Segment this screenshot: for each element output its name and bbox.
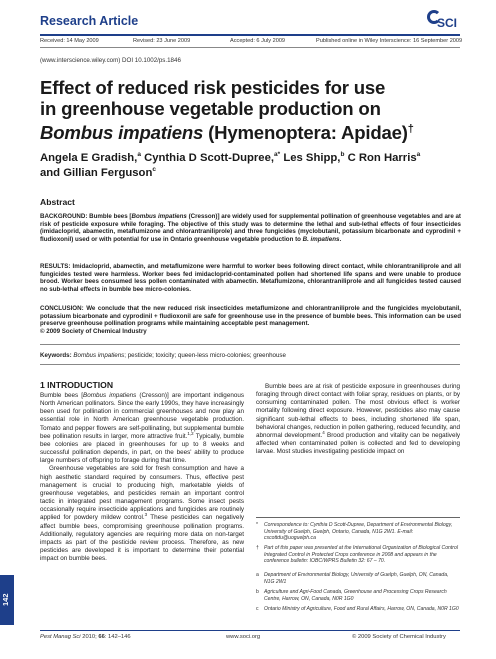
journal-url[interactable]: www.soci.org [226,634,261,640]
page-number: 142 [1,593,10,607]
footnote-rule [256,517,460,518]
received-date: Received: 14 May 2009 [40,38,99,44]
title-footnote-mark: † [407,123,414,135]
abstract-results: RESULTS: Imidacloprid, abamectin, and metaflumizone were harmful to worker bees following direct contact, while chlorantraniliprole and all fungicides tested were harmless. Worker bees fed imidacloprid-contaminated pollen had shortened life spans and were unable to produce brood. Worker bees consumed less pollen contaminated with abamectin. Metaflumizone, chlorantraniliprole and all fungicides tested caused no sub-lethal effects in bumble bee micro-colonies. [40,263,461,293]
title-rest: (Hymenoptera: Apidae) [203,122,408,144]
footnote-correspondence: * Correspondence to: Cynthia D Scott-Dupree, Department of Environmental Biology, University of Guelph, Guelph, Ontario, Canada, N1G 2W1. E-mail: cscottdu@uoguelph.ca [256,522,453,541]
abstract-heading: Abstract [40,197,75,207]
author: and Gillian Ferguson$^c$ [40,165,156,179]
paragraph: Greenhouse vegetables are sold for fresh consumption and have a high aesthetic standard required by consumers. Thus, effective pest management is crucial to producing high, marketable yields of greenhouse vegetables, and pesticides remain an important control tactic in integrated pest management programs. Some insect pests occasionally require insecticide applications and fungicides are routinely applied for powdery mildew control.$^3$ These pesticides can negatively affect bumble bees, compromising greenhouse pollination programs. Additionally, regulatory agencies are requiring more data on non-target impacts as part of the pesticide review process. Therefore, as new pesticides are developed it is important to determine their potential impact on bumble bees. [40,465,244,563]
author: C Ron Harris$^a$ [347,151,421,164]
footnote-affiliation-b: b Agriculture and Agri-Food Canada, Greenhouse and Processing Crops Research Centre, Harrow, ON, Canada, N0R 1G0 [256,589,447,602]
author: Angela E Gradish,$^a$ [40,151,141,164]
accepted-date: Accepted: 6 July 2009 [230,38,286,44]
abstract-background: BACKGROUND: Bumble bees [Bombus impatiens (Cresson)] are widely used for supplemental pollination of greenhouse vegetables and are at risk of pesticide exposure while foraging. The objective of this study was to determine the lethal and sub-lethal effects of four insecticides (imidacloprid, abamectin, metaflumizone and chlorantraniliprole) and three fungicides (myclobutanil, potassium bicarbonate and cyprodinil + fludioxonil) used or with potential for use in Ontario greenhouse vegetable production to B. impatiens. [40,213,461,243]
footnote-affiliation-c: c Ontario Ministry of Agriculture, Food and Rural Affairs, Harrow, ON, Canada, N0R 1G0 [256,606,459,612]
revised-date: Revised: 23 June 2009 [133,38,191,44]
title-line-1: Effect of reduced risk pesticides for use [40,77,386,98]
abstract-copyright: © 2009 Society of Chemical Industry [40,327,147,335]
author: Les Shipp,$^b$ [283,151,345,164]
body-column-left [40,392,244,563]
footer-copyright: © 2009 Society of Chemical Industry [352,634,446,640]
footnote-affiliation-a: a Department of Environmental Biology, University of Guelph, Guelph, ON, Canada, N1G 2W1 [256,572,449,585]
title-line-3 [40,119,480,143]
section-heading-introduction: 1 INTRODUCTION [40,380,114,390]
sci-logo-text: SCI [437,16,458,30]
published-date: Published online in Wiley Interscience: 16 September 2009 [316,38,463,44]
paragraph: Bumble bees are at risk of pesticide exposure in greenhouses during foraging through direct contact with foliar spray, residues on plants, or by consuming contaminated pollen. The most obvious effect is worker mortality following direct exposure. However, pesticides also may cause significant sub-lethal effects to bees, including shortened life span, behavioral changes, reduction in pollen gathering, reduced fecundity, and abnormal development.$^4$ Brood production and vitality can be negatively affected when contaminated pollen is collected and fed to developing larvae. Most studies investigating pesticide impact on [256,383,461,456]
paragraph: Bumble bees [Bombus impatiens (Cresson)] are important indigenous North American pollinators. Since the early 1990s, they have increasingly been used for pollination in commercial greenhouses and now play an essential role in North American greenhouse vegetable production. Tomato and pepper flowers are self-pollinating, but supplemental bumble bee pollination results in larger, more attractive fruit.$^{1,2}$ Typically, bumble bee colonies are placed in greenhouses for up to 8 weeks and successful pollination depends, in part, on the bees' ability to produce large numbers of offspring to forage during that time. [40,392,244,465]
title-line-2: in greenhouse vegetable production on [40,98,381,119]
abstract-rule-bottom [40,364,460,365]
abstract-rule-top [40,344,460,345]
author-list [40,151,460,180]
article-type-label: Research Article [40,14,139,28]
article-title [40,77,480,143]
body-column-right [256,383,460,456]
footnote-conference: † Part of this paper was presented at the International Organization of Biological Control Integrated Control in Protected Crops conference in 2008 and appears in the conference bulletin: IOBC/WPRS Bulletin 32: 67 – 70. [256,545,458,564]
header-rule [40,34,460,36]
meta-rule [40,47,460,48]
author: Cynthia D Scott-Dupree,$^{a*}$ [144,151,281,164]
doi-line: (www.interscience.wiley.com) DOI 10.1002/ps.1846 [40,57,181,64]
journal-citation: Pest Manag Sci 2010; 66: 142–146 [40,634,131,640]
title-species: Bombus impatiens [40,122,204,144]
abstract-conclusion: CONCLUSION: We conclude that the new reduced risk insecticides metaflumizone and chlorantraniliprole and the fungicides myclobutanil, potassium bicarbonate and cyprodinil + fludioxonil are safe for greenhouse use in the presence of bumble bees. This information can be used preserve greenhouse pollination programs while maintaining acceptable pest management. © 2009 Society of Chemical Industry [40,305,461,335]
footer-rule [40,630,460,631]
sci-logo [427,10,469,32]
keywords-line: Keywords: Bombus impatiens; pesticide; toxicity; queen-less micro-colonies; greenhouse [40,352,286,359]
